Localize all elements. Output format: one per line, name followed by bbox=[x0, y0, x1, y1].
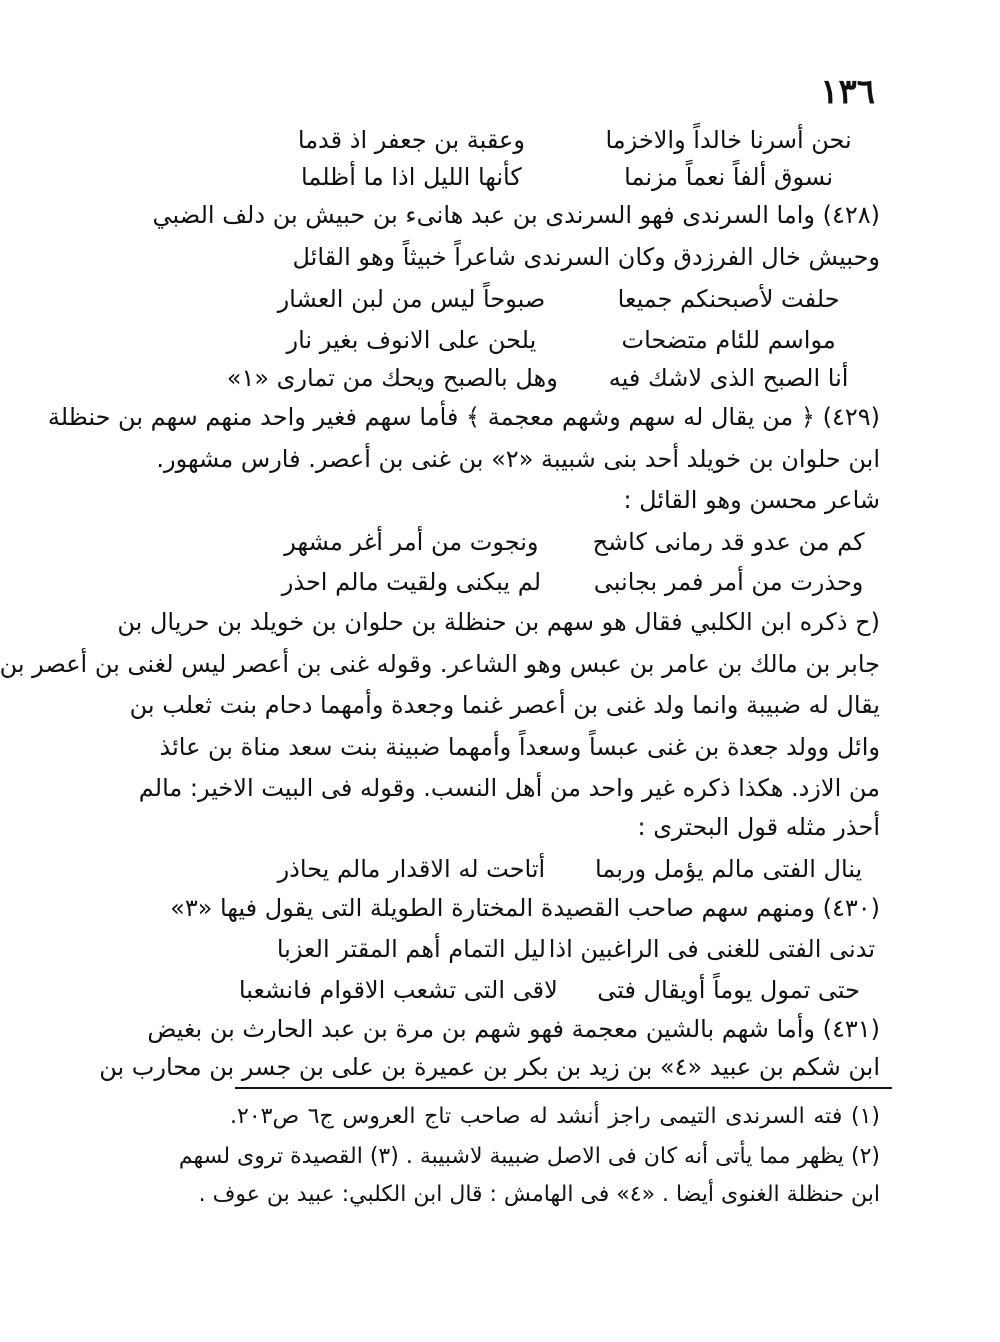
verse-hemistich-first: تدنى الفتى للغنى فى الراغبين اذا bbox=[548, 935, 875, 963]
verse-hemistich-second: وهل بالصبح ويحك من تمارى «١» bbox=[226, 364, 558, 392]
prose-line: من الازد. هكذا ذكره غير واحد من أهل النسب. وقوله فى البيت الاخير: مالم bbox=[138, 774, 880, 802]
prose-line: وحبيش خال الفرزدق وكان السرندى شاعراً خبيثاً وهو القائل bbox=[292, 243, 880, 271]
footnote-line: (٢) يظهر مما يأتى أنه كان فى الاصل ضبيبة لاشبيبة . (٣) القصيدة تروى لسهم bbox=[178, 1144, 880, 1169]
prose-line: يقال له ضبيبة وانما ولد غنى بن أعصر غنما وجعدة وأمهما دحام بنت ثعلب بن bbox=[129, 691, 880, 719]
verse-line bbox=[265, 123, 875, 157]
verse-hemistich-second: لم يبكنى ولقيت مالم احذر bbox=[281, 568, 541, 596]
verse-line bbox=[265, 565, 875, 599]
verse-hemistich-second: يلحن على الانوف بغير نار bbox=[286, 326, 537, 354]
prose-line: (٤٢٩) ﴿ من يقال له سهم وشهم معجمة ﴾ فأما سهم فغير واحد منهم سهم بن حنظلة bbox=[47, 403, 880, 431]
verse-hemistich-first: ينال الفتى مالم يؤمل وربما bbox=[595, 855, 863, 883]
prose-line: جابر بن مالك بن عامر بن عبس وهو الشاعر. وقوله غنى بن أعصر ليس لغنى بن أعصر بن bbox=[0, 650, 880, 678]
verse-line bbox=[265, 932, 875, 966]
prose-line: أحذر مثله قول البحترى : bbox=[637, 813, 880, 841]
verse-hemistich-first: نسوق ألفاً نعماً مزنما bbox=[624, 163, 834, 191]
prose-line: (٤٣١) وأما شهم بالشين معجمة فهو شهم بن مرة بن عبد الحارث بن بغيض bbox=[147, 1015, 880, 1043]
verse-hemistich-second: أتاحت له الاقدار مالم يحاذر bbox=[277, 855, 546, 883]
footnote-line: (١) فته السرندى التيمى راجز أنشد له صاحب تاج العروس ج٦ ص٢٠٣. bbox=[230, 1104, 881, 1129]
footnote-line: ابن حنظلة الغنوى أيضا . «٤» فى الهامش : قال ابن الكلبي: عبيد بن عوف . bbox=[198, 1182, 880, 1207]
verse-line bbox=[265, 852, 875, 886]
verse-line bbox=[226, 361, 875, 395]
verse-hemistich-first: مواسم للئام متضحات bbox=[621, 326, 836, 354]
verse-hemistich-second: وعقبة بن جعفر اذ قدما bbox=[297, 126, 525, 154]
prose-line: وائل وولد جعدة بن غنى عبساً وسعداً وأمهما ضبينة بنت سعد مناة بن عائذ bbox=[159, 733, 880, 761]
verse-hemistich-first: كم من عدو قد رمانى كاشح bbox=[592, 528, 865, 556]
prose-line: ابن شكم بن عبيد «٤» بن زيد بن بكر بن عميرة بن على بن جسر بن محارب بن bbox=[99, 1053, 880, 1081]
verse-hemistich-second: ونجوت من أمر أغر مشهر bbox=[284, 528, 539, 556]
prose-line: (٤٣٠) ومنهم سهم صاحب القصيدة المختارة الطويلة التى يقول فيها «٣» bbox=[170, 894, 880, 922]
verse-hemistich-second: كأنها الليل اذا ما أظلما bbox=[301, 163, 522, 191]
verse-line bbox=[238, 973, 875, 1007]
verse-hemistich-second: لاقى التى تشعب الاقوام فانشعبا bbox=[238, 976, 558, 1004]
prose-line: شاعر محسن وهو القائل : bbox=[623, 486, 880, 514]
page-number: ١٣٦ bbox=[820, 72, 875, 112]
verse-line bbox=[265, 282, 875, 316]
verse-hemistich-first: أنا الصبح الذى لاشك فيه bbox=[608, 364, 849, 392]
footnote-divider bbox=[235, 1087, 892, 1089]
verse-hemistich-first: نحن أسرنا خالداً والاخزما bbox=[605, 126, 852, 154]
verse-hemistich-first: وحذرت من أمر فمر بجانبى bbox=[593, 568, 864, 596]
verse-line bbox=[265, 160, 875, 194]
prose-line: (ح ذكره ابن الكلبي فقال هو سهم بن حنظلة بن حلوان بن خويلد بن حريال بن bbox=[117, 608, 880, 636]
prose-line: ابن حلوان بن خويلد أحد بنى شبيبة «٢» بن غنى بن أعصر. فارس مشهور. bbox=[156, 445, 880, 473]
verse-hemistich-first: حلفت لأصبحنكم جميعا bbox=[617, 285, 840, 313]
verse-line bbox=[265, 323, 875, 357]
prose-line: (٤٢٨) واما السرندى فهو السرندى بن عبد هانىء بن حبيش بن دلف الضبي bbox=[152, 201, 880, 229]
verse-hemistich-first: حتى تمول يوماً أويقال فتى bbox=[597, 976, 860, 1004]
verse-hemistich-second: صبوحاً ليس من لبن العشار bbox=[277, 285, 546, 313]
verse-line bbox=[265, 525, 875, 559]
verse-hemistich-second: ليل التمام أهم المقتر العزبا bbox=[276, 935, 546, 963]
